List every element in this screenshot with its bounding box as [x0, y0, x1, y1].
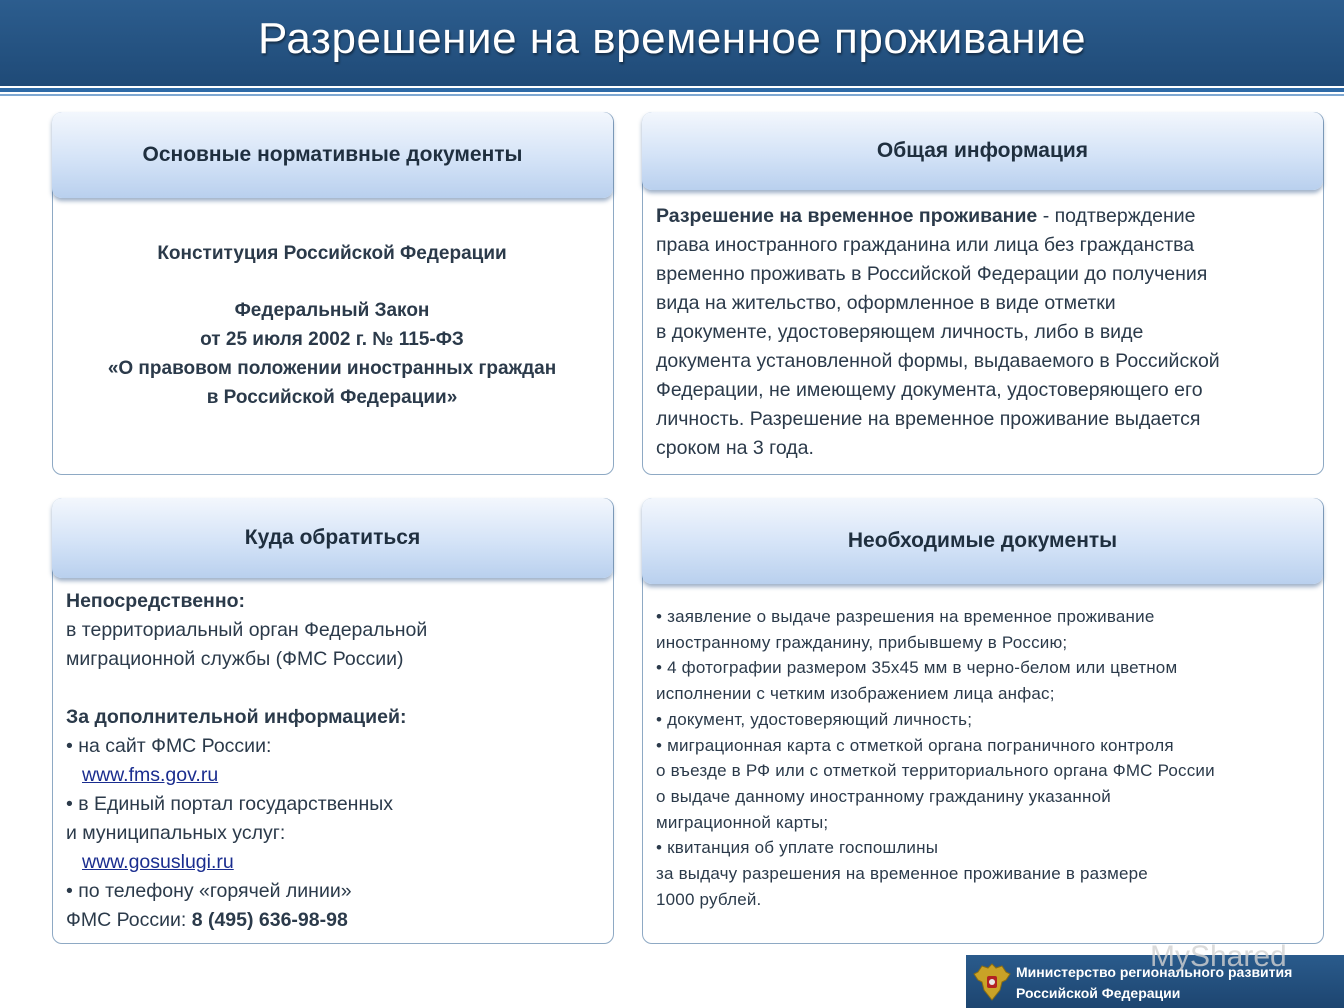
- constitution-text: [52, 239, 612, 268]
- general-info-line: документа установленной формы, выдаваемого в Российской: [656, 350, 1220, 372]
- general-info-term: Разрешение на временное проживание: [656, 205, 1038, 227]
- document-line: о въезде в РФ или с отметкой территориального органа ФМС России: [656, 761, 1215, 781]
- fms-site-link[interactable]: www.fms.gov.ru: [82, 764, 219, 786]
- portal-line: • в Единый портал государственных: [66, 793, 393, 815]
- general-info-panel-title: Общая информация: [876, 139, 1089, 162]
- phone-prefix: ФМС России:: [66, 909, 192, 931]
- document-line: за выдачу разрешения на временное проживание в размере: [656, 864, 1148, 884]
- document-line: • квитанция об уплате госпошлины: [656, 838, 939, 858]
- hotline-phone-number: 8 (495) 636-98-98: [191, 909, 348, 931]
- general-info-text: [656, 202, 1316, 463]
- ministry-line: Российской Федерации: [1016, 985, 1181, 1001]
- law-line: от 25 июля 2002 г. № 115-ФЗ: [200, 329, 464, 350]
- where-to-apply-panel-header: [52, 498, 613, 578]
- site-line: • на сайт ФМС России:: [66, 735, 272, 757]
- document-line: иностранному гражданину, прибывшему в Россию;: [656, 632, 1068, 652]
- general-info-line: права иностранного гражданина или лица без гражданства: [656, 234, 1195, 256]
- direct-line: миграционной службы (ФМС России): [66, 648, 404, 670]
- general-info-line: в документе, удостоверяющем личность, либо в виде: [656, 321, 1144, 343]
- document-line: 1000 рублей.: [656, 889, 762, 909]
- law-line: в Российской Федерации»: [206, 387, 458, 408]
- header-stripe: [0, 88, 1344, 92]
- required-documents-panel-title: Необходимые документы: [847, 529, 1118, 552]
- portal-line: и муниципальных услуг:: [66, 822, 286, 844]
- gosuslugi-link[interactable]: www.gosuslugi.ru: [82, 851, 234, 873]
- general-info-line: личность. Разрешение на временное проживание выдается: [656, 408, 1201, 430]
- constitution-line: Конституция Российской Федерации: [157, 243, 507, 264]
- normative-panel-title: Основные нормативные документы: [142, 143, 523, 166]
- document-line: • 4 фотографии размером 35х45 мм в черно-белом или цветном: [656, 658, 1178, 678]
- where-to-apply-text: [66, 587, 606, 935]
- general-info-panel-header: [642, 112, 1323, 190]
- document-line: о выдаче данному иностранному гражданину указанной: [656, 786, 1111, 806]
- coat-of-arms-icon: [972, 960, 1012, 1004]
- phone-line: • по телефону «горячей линии»: [66, 880, 352, 902]
- where-to-apply-panel-title: Куда обратиться: [244, 526, 421, 549]
- general-info-line: временно проживать в Российской Федерации до получения: [656, 263, 1208, 285]
- general-info-line: Федерации, не имеющему документа, удостоверяющего его: [656, 379, 1203, 401]
- required-documents-panel-header: [642, 498, 1323, 584]
- document-line: • миграционная карта с отметкой органа пограничного контроля: [656, 735, 1174, 755]
- general-info-line: вида на жительство, оформленное в виде отметки: [656, 292, 1116, 314]
- document-line: миграционной карты;: [656, 812, 829, 832]
- document-line: • документ, удостоверяющий личность;: [656, 709, 973, 729]
- document-line: • заявление о выдаче разрешения на временное проживание: [656, 607, 1155, 626]
- law-line: «О правовом положении иностранных граждан: [107, 358, 557, 379]
- watermark-text: MyShared: [1150, 940, 1287, 973]
- header-stripe-thin: [0, 94, 1344, 96]
- document-line: исполнении с четким изображением лица анфас;: [656, 684, 1055, 704]
- ministry-line: Министерство регионального развития: [1016, 964, 1293, 980]
- title-bar: [0, 0, 1344, 86]
- required-documents-list: [656, 604, 1316, 912]
- law-line: Федеральный Закон: [234, 300, 430, 321]
- normative-panel-header: [52, 112, 613, 198]
- direct-label: Непосредственно:: [66, 590, 246, 612]
- federal-law-text: [52, 296, 612, 412]
- page-title: Разрешение на временное проживание: [257, 14, 1087, 63]
- direct-line: в территориальный орган Федеральной: [66, 619, 428, 641]
- extra-info-label: За дополнительной информацией:: [66, 706, 407, 728]
- general-info-line: - подтверждение: [1037, 205, 1196, 227]
- general-info-line: сроком на 3 года.: [656, 437, 814, 459]
